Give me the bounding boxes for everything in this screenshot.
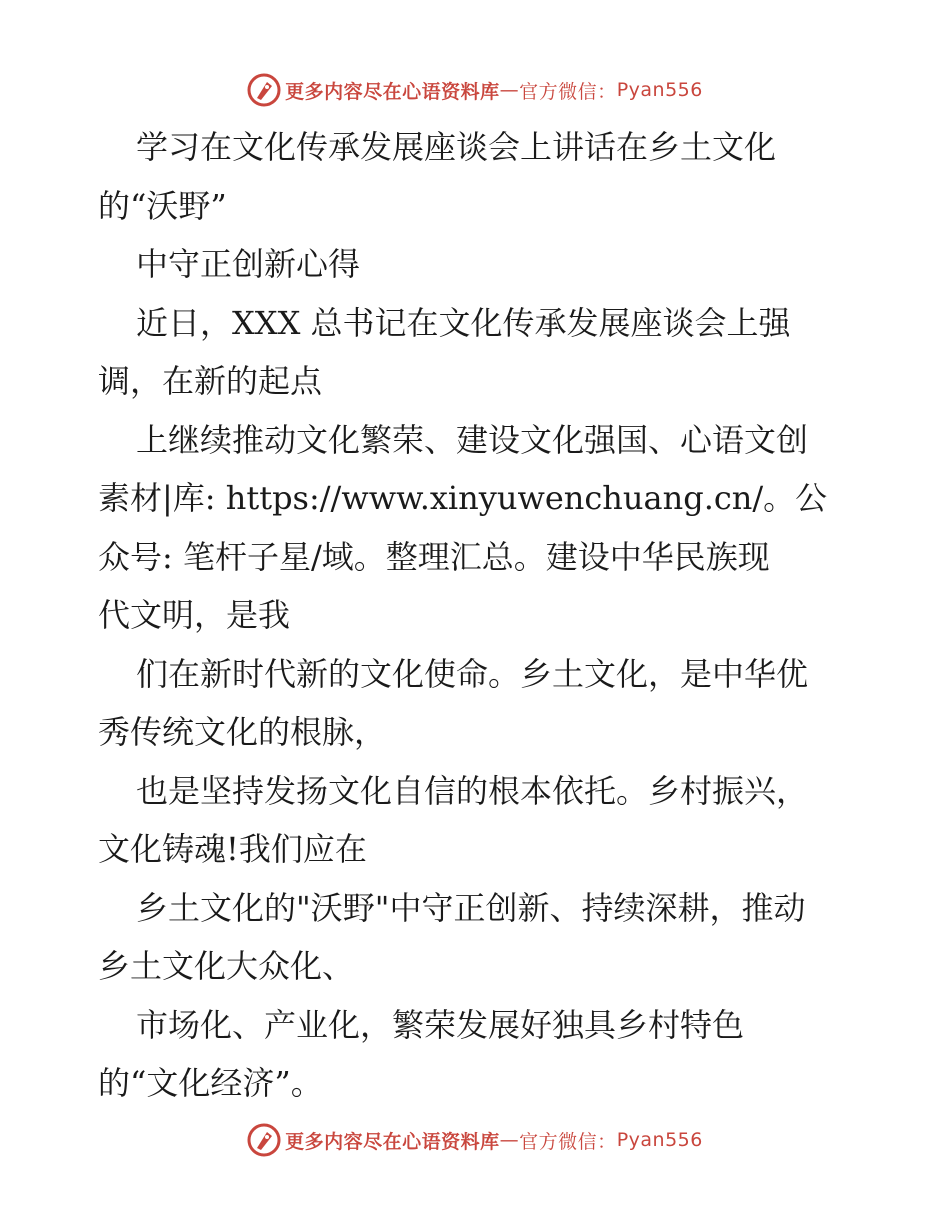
banner-wechat-label: 官方微信： xyxy=(519,1130,617,1153)
paragraph xyxy=(98,118,858,235)
paragraph xyxy=(98,411,858,645)
paragraph xyxy=(98,996,858,1113)
paragraph-line: 近日，XXX 总书记在文化传承发展座谈会上强 xyxy=(136,303,791,342)
paragraph-line: 乡土文化的"沃野"中守正创新、持续深耕，推动 xyxy=(136,888,806,927)
banner-wechat-id: Pyan556 xyxy=(616,1129,703,1151)
paragraph-line: 文化铸魂!我们应在 xyxy=(98,830,367,868)
banner-wechat-label: 官方微信： xyxy=(519,80,617,103)
pen-nib-logo-icon xyxy=(247,1123,281,1157)
paragraph xyxy=(98,645,858,762)
paragraph-line: 调，在新的起点 xyxy=(98,362,323,400)
paragraph-line: 的“文化经济”。 xyxy=(98,1064,323,1102)
banner-brand-text: 更多内容尽在心语资料库 xyxy=(285,1130,500,1153)
paragraph-line: 们在新时代新的文化使命。乡土文化，是中华优 xyxy=(136,654,809,693)
paragraph-line: 学习在文化传承发展座谈会上讲话在乡土文化 xyxy=(136,128,777,166)
paragraph-line: 也是坚持发扬文化自信的根本依托。乡村振兴， xyxy=(136,771,809,810)
paragraph xyxy=(98,294,858,411)
paragraph-line: 上继续推动文化繁荣、建设文化强国、心语文创 xyxy=(136,420,809,459)
paragraph-line: 的“沃野” xyxy=(98,186,227,225)
paragraph xyxy=(98,879,858,996)
paragraph-line: 秀传统文化的根脉， xyxy=(98,713,387,751)
paragraph xyxy=(98,235,858,294)
document-body xyxy=(98,118,858,1113)
paragraph-line: 众号: 笔杆子星/域。整理汇总。建设中华民族现 xyxy=(98,537,770,576)
banner-separator: — xyxy=(499,79,520,101)
paragraph-line: 中守正创新心得 xyxy=(136,245,361,283)
header-banner xyxy=(0,70,950,110)
banner-wechat-id: Pyan556 xyxy=(616,79,703,101)
paragraph-line: 市场化、产业化，繁荣发展好独具乡村特色 xyxy=(136,1005,745,1044)
footer-banner xyxy=(0,1120,950,1160)
paragraph-line: 素材|库: https://www.xinyuwenchuang.cn/。公 xyxy=(98,479,828,517)
paragraph-line: 代文明，是我 xyxy=(98,596,291,634)
banner-brand-text: 更多内容尽在心语资料库 xyxy=(285,80,500,103)
banner-separator: — xyxy=(499,1129,520,1151)
pen-nib-logo-icon xyxy=(247,73,281,107)
paragraph xyxy=(98,762,858,879)
paragraph-line: 乡土文化大众化、 xyxy=(98,947,355,985)
